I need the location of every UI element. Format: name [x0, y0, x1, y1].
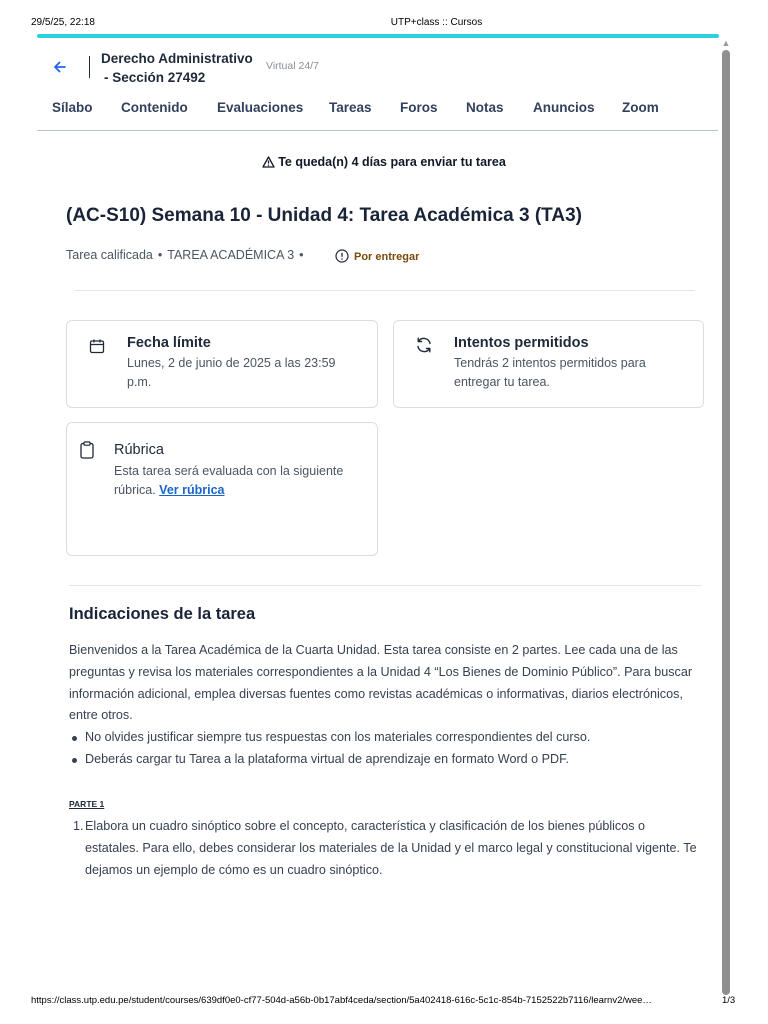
course-title — [101, 49, 253, 87]
instructions-bullets — [69, 727, 701, 771]
instructions-title: Indicaciones de la tarea — [69, 605, 256, 623]
task-category: TAREA ACADÉMICA 3 — [167, 248, 295, 262]
deadline-text: Lunes, 2 de junio de 2025 a las 23:59 p.m. — [127, 356, 336, 389]
item-text: Elabora un cuadro sinóptico sobre el concepto, característica y clasificación de los bienes públicos o estatales. Para ello, debes considerar los materiales de la Unidad y el marco legal y constitucional vigente. Te dejamos un ejemplo de cómo es un cuadro sinóptico. — [85, 819, 697, 877]
tab-tareas[interactable]: Tareas — [329, 100, 372, 115]
divider — [75, 290, 695, 291]
attempts-card — [393, 320, 704, 408]
meta-separator: • — [299, 248, 304, 262]
deadline-alert — [0, 155, 768, 171]
item-number: 1. — [73, 819, 84, 833]
tab-notas[interactable]: Notas — [466, 100, 504, 115]
refresh-icon — [415, 336, 433, 359]
calendar-icon — [89, 338, 105, 359]
print-datetime: 29/5/25, 22:18 — [31, 17, 95, 28]
tab-zoom[interactable]: Zoom — [622, 100, 659, 115]
course-nav-tabs — [37, 96, 718, 131]
rubric-card — [66, 422, 378, 556]
task-meta — [66, 248, 309, 262]
alert-text: Te queda(n) 4 días para enviar tu tarea — [278, 155, 506, 169]
course-title-line2: - Sección 27492 — [104, 70, 206, 85]
task-title: (AC-S10) Semana 10 - Unidad 4: Tarea Académica 3 (TA3) — [66, 205, 582, 226]
warning-triangle-icon — [262, 156, 275, 171]
tab-anuncios[interactable]: Anuncios — [533, 100, 595, 115]
clipboard-icon — [80, 441, 94, 464]
list-item: Deberás cargar tu Tarea a la plataforma virtual de aprendizaje en formato Word o PDF. — [69, 749, 701, 771]
attempts-text: Tendrás 2 intentos permitidos para entregar tu tarea. — [454, 356, 646, 389]
print-url: https://class.utp.edu.pe/student/courses/639df0e0-cf77-504d-a56b-0b17abf4ceda/section/5a402418-616c-5c1c-854b-7152522b7116/learnv2/wee… — [31, 995, 652, 1006]
print-page-number: 1/3 — [722, 995, 736, 1006]
rubric-description: Esta tarea será evaluada con la siguiente rúbrica. — [114, 464, 344, 497]
course-header — [37, 44, 717, 88]
attempts-title: Intentos permitidos — [454, 335, 589, 351]
instructions-paragraph: Bienvenidos a la Tarea Académica de la Cuarta Unidad. Esta tarea consiste en 2 partes. Lee cada una de las preguntas y revisa los materiales correspondientes a la Unidad 4 “Los Bienes de Dominio Público”. Para buscar información adicional, emplea diversas fuentes como revistas académicas o informativas, diarios electrónicos, entre otros. — [69, 643, 693, 723]
list-item: No olvides justificar siempre tus respuestas con los materiales correspondientes del curso. — [69, 727, 701, 749]
scroll-thumb[interactable] — [722, 50, 730, 995]
status-text: Por entregar — [354, 251, 420, 263]
status-badge — [335, 249, 419, 266]
scroll-up-icon[interactable]: ▲ — [721, 38, 731, 48]
tab-silabo[interactable]: Sílabo — [52, 100, 93, 115]
alert-circle-icon — [335, 249, 349, 266]
rubric-text — [114, 462, 364, 500]
scrollbar[interactable] — [720, 38, 732, 998]
view-rubric-link[interactable]: Ver rúbrica — [159, 483, 225, 497]
tab-evaluaciones[interactable]: Evaluaciones — [217, 100, 304, 115]
print-page-title: UTP+class :: Cursos — [390, 17, 483, 28]
tab-contenido[interactable]: Contenido — [121, 100, 188, 115]
print-header — [0, 17, 768, 31]
part-label: PARTE 1 — [69, 799, 105, 809]
back-arrow-icon[interactable] — [51, 58, 69, 76]
course-title-line1: Derecho Administrativo — [101, 51, 253, 66]
ordered-list-item — [69, 816, 701, 881]
divider — [69, 585, 701, 586]
tab-foros[interactable]: Foros — [400, 100, 438, 115]
course-mode-label: Virtual 24/7 — [266, 60, 319, 72]
print-footer — [0, 995, 768, 1009]
header-divider — [89, 56, 90, 78]
deadline-title: Fecha límite — [127, 335, 211, 351]
task-type: Tarea calificada — [66, 248, 153, 262]
rubric-title: Rúbrica — [114, 442, 164, 458]
accent-bar — [37, 34, 719, 38]
deadline-card — [66, 320, 378, 408]
meta-separator: • — [157, 248, 163, 262]
